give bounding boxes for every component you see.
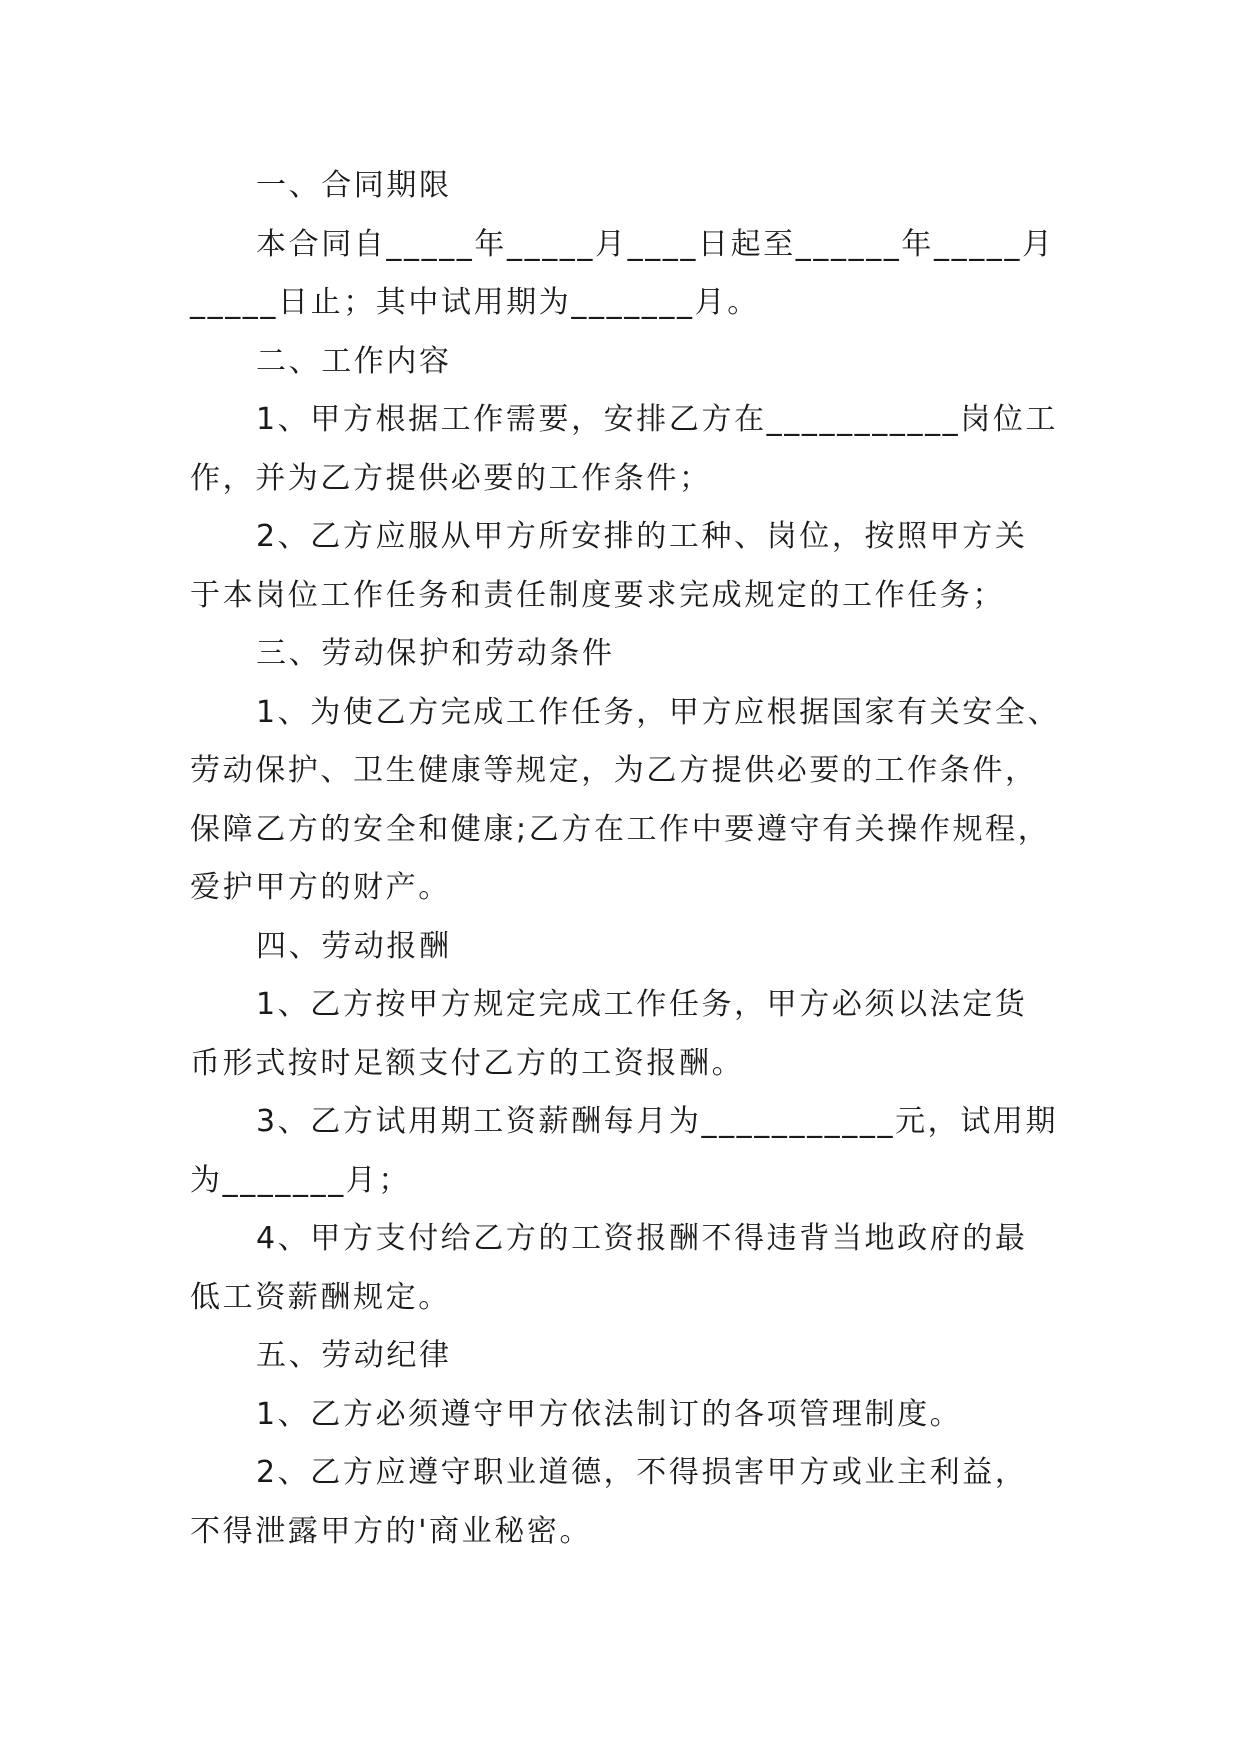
contract-body — [190, 157, 1070, 1561]
paragraph-line: 保障乙方的安全和健康;乙方在工作中要遵守有关操作规程， — [190, 811, 1051, 847]
section-heading-discipline: 五、劳动纪律 — [256, 1338, 452, 1373]
paragraph-line: 为_______月； — [190, 1162, 411, 1198]
paragraph-line: 作，并为乙方提供必要的工作条件； — [190, 460, 712, 496]
paragraph-line: 1、甲方根据工作需要，安排乙方在___________岗位工 — [256, 402, 1059, 437]
paragraph-line: 1、为使乙方完成工作任务，甲方应根据国家有关安全、 — [256, 694, 1061, 730]
section-heading-work-content: 二、工作内容 — [256, 343, 452, 379]
section-heading-labor-protection: 三、劳动保护和劳动条件 — [256, 636, 615, 671]
section-heading-remuneration: 四、劳动报酬 — [256, 928, 452, 964]
paragraph-line: 低工资薪酬规定。 — [190, 1279, 451, 1315]
paragraph-line: 1、乙方必须遵守甲方依法制订的各项管理制度。 — [256, 1396, 963, 1432]
paragraph-line: 2、乙方应遵守职业道德，不得损害甲方或业主利益， — [256, 1455, 1028, 1490]
paragraph-line: 劳动保护、卫生健康等规定，为乙方提供必要的工作条件， — [190, 753, 1038, 788]
paragraph-line: 于本岗位工作任务和责任制度要求完成规定的工作任务； — [190, 577, 1005, 613]
paragraph-line: 不得泄露甲方的'商业秘密。 — [190, 1513, 593, 1549]
paragraph-line: 本合同自_____年_____月____日起至______年_____月 — [256, 226, 1055, 262]
paragraph-line: 币形式按时足额支付乙方的工资报酬。 — [190, 1045, 745, 1081]
paragraph-line: 爱护甲方的财产。 — [190, 870, 451, 905]
paragraph-line: 4、甲方支付给乙方的工资报酬不得违背当地政府的最 — [256, 1221, 1028, 1256]
paragraph-line: _____日止；其中试用期为_______月。 — [190, 285, 760, 320]
paragraph-line: 2、乙方应服从甲方所安排的工种、岗位，按照甲方关 — [256, 519, 1028, 554]
paragraph-line: 1、乙方按甲方规定完成工作任务，甲方必须以法定货 — [256, 987, 1028, 1022]
section-heading-term: 一、合同期限 — [256, 168, 452, 203]
paragraph-line: 3、乙方试用期工资薪酬每月为___________元，试用期 — [256, 1104, 1059, 1139]
